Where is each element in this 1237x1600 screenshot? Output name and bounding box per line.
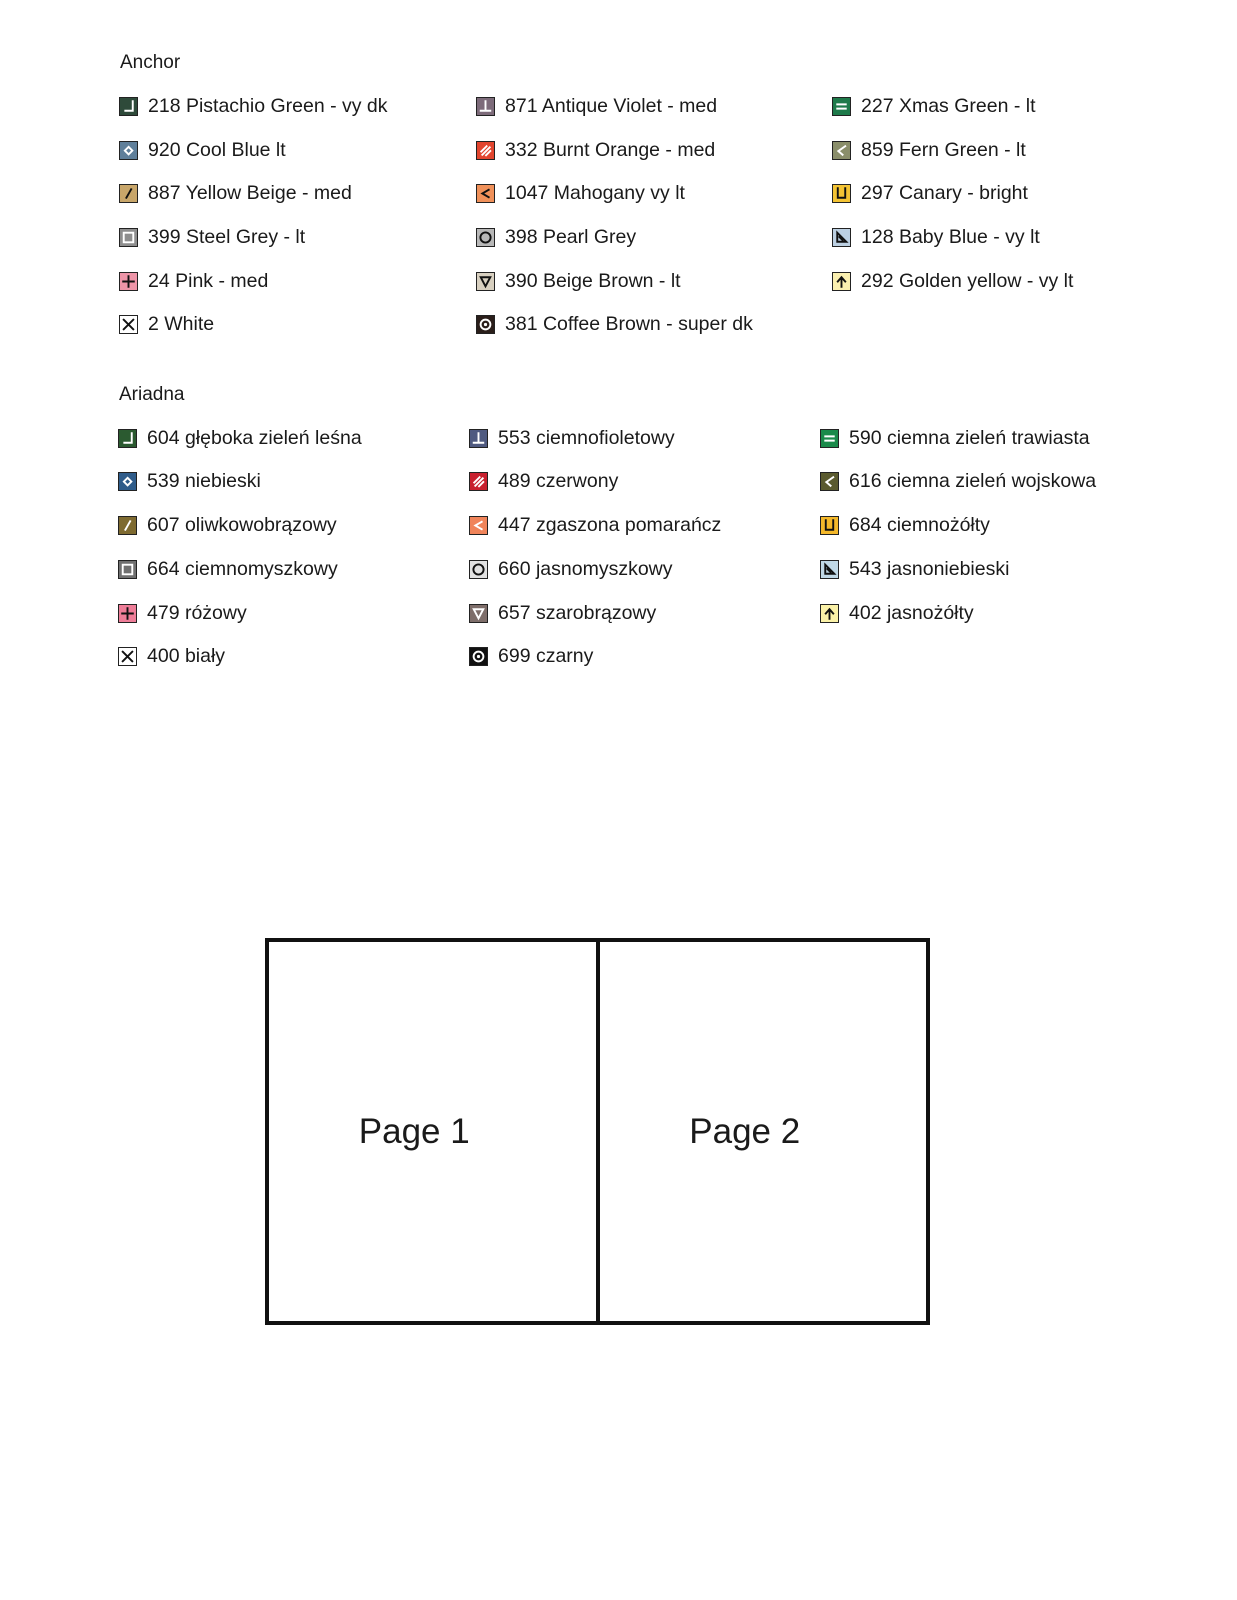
legend-item-label: 684 ciemnożółty <box>849 513 990 536</box>
diamond-icon <box>118 472 137 491</box>
legend-item-label: 227 Xmas Green - lt <box>861 94 1036 117</box>
legend-item <box>469 643 593 669</box>
legend-item <box>469 468 618 494</box>
legend-item-label: 657 szarobrązowy <box>498 601 657 624</box>
equals-icon <box>832 97 851 116</box>
equals-icon <box>820 429 839 448</box>
legend-item-label: 1047 Mahogany vy lt <box>505 181 685 204</box>
legend-item <box>820 556 1009 582</box>
legend-title-anchor: Anchor <box>120 52 181 73</box>
legend-item-label: 604 głęboka zieleń leśna <box>147 426 362 449</box>
legend-item <box>832 180 1028 206</box>
legend-item <box>832 137 1026 163</box>
legend-item <box>469 512 721 538</box>
down-triangle-icon <box>469 604 488 623</box>
legend-item-label: 607 oliwkowobrązowy <box>147 513 337 536</box>
legend-item <box>476 311 753 337</box>
square-icon <box>119 228 138 247</box>
down-triangle-icon <box>476 272 495 291</box>
legend-item-label: 400 biały <box>147 644 226 667</box>
up-arrow-icon <box>820 604 839 623</box>
slash-icon <box>118 516 137 535</box>
legend-item-label: 24 Pink - med <box>148 269 269 292</box>
page-2-cell <box>596 942 927 1321</box>
legend-item <box>469 425 675 451</box>
legend-item-label: 218 Pistachio Green - vy dk <box>148 94 388 117</box>
legend-item-label: 292 Golden yellow - vy lt <box>861 269 1074 292</box>
legend-item <box>118 468 261 494</box>
ring-dot-icon <box>476 315 495 334</box>
triple-slash-icon <box>469 472 488 491</box>
x-icon <box>118 647 137 666</box>
legend-item <box>832 224 1040 250</box>
circle-icon <box>469 560 488 579</box>
legend-item-label: 447 zgaszona pomarańcz <box>498 513 722 536</box>
bracket-corner-icon <box>119 97 138 116</box>
diamond-icon <box>119 141 138 160</box>
legend-title-ariadna: Ariadna <box>119 384 185 405</box>
legend-item-label: 553 ciemnofioletowy <box>498 426 675 449</box>
page-1-label: Page 1 <box>358 1111 470 1151</box>
legend-item-label: 920 Cool Blue lt <box>148 138 286 161</box>
legend-item-label: 887 Yellow Beige - med <box>148 181 352 204</box>
plus-icon <box>118 604 137 623</box>
legend-item <box>469 556 673 582</box>
legend-item-label: 543 jasnoniebieski <box>849 557 1010 580</box>
page-layout-diagram <box>265 938 930 1325</box>
legend-item <box>476 137 715 163</box>
less-than-icon <box>469 516 488 535</box>
legend-item <box>832 268 1073 294</box>
x-icon <box>119 315 138 334</box>
legend-item-label: 128 Baby Blue - vy lt <box>861 225 1040 248</box>
legend-item <box>476 93 717 119</box>
legend-item <box>118 512 337 538</box>
legend-item <box>118 643 225 669</box>
right-triangle-icon <box>832 228 851 247</box>
legend-item-label: 699 czarny <box>498 644 594 667</box>
legend-item <box>118 425 362 451</box>
legend-item <box>119 311 214 337</box>
legend-item <box>119 180 352 206</box>
t-bar-icon <box>469 429 488 448</box>
legend-item-label: 590 ciemna zieleń trawiasta <box>849 426 1090 449</box>
square-icon <box>118 560 137 579</box>
page-1-cell <box>269 942 596 1321</box>
legend-item <box>820 425 1090 451</box>
legend-item-label: 297 Canary - bright <box>861 181 1028 204</box>
up-arrow-icon <box>832 272 851 291</box>
legend-item <box>469 600 656 626</box>
ring-dot-icon <box>469 647 488 666</box>
legend-item <box>119 268 268 294</box>
t-bar-icon <box>476 97 495 116</box>
right-triangle-icon <box>820 560 839 579</box>
legend-item-label: 479 różowy <box>147 601 247 624</box>
u-shape-icon <box>820 516 839 535</box>
legend-item <box>820 512 990 538</box>
legend-item-label: 2 White <box>148 312 215 335</box>
legend-item-label: 381 Coffee Brown - super dk <box>505 312 753 335</box>
legend-item <box>476 180 685 206</box>
page-2-label: Page 2 <box>689 1111 801 1151</box>
legend-item <box>119 93 388 119</box>
legend-item <box>119 137 286 163</box>
check-icon <box>832 141 851 160</box>
legend-item <box>118 556 338 582</box>
circle-icon <box>476 228 495 247</box>
legend-item-label: 871 Antique Violet - med <box>505 94 718 117</box>
legend-item-label: 390 Beige Brown - lt <box>505 269 681 292</box>
legend-item-label: 859 Fern Green - lt <box>861 138 1026 161</box>
legend-item-label: 399 Steel Grey - lt <box>148 225 306 248</box>
legend-item-label: 539 niebieski <box>147 469 261 492</box>
legend-item-label: 402 jasnożółty <box>849 601 974 624</box>
legend-item <box>476 268 681 294</box>
legend-item <box>832 93 1036 119</box>
legend-item-label: 616 ciemna zieleń wojskowa <box>849 469 1097 492</box>
legend-item-label: 398 Pearl Grey <box>505 225 637 248</box>
legend-item-label: 664 ciemnomyszkowy <box>147 557 338 580</box>
check-icon <box>820 472 839 491</box>
legend-item <box>476 224 636 250</box>
triple-slash-icon <box>476 141 495 160</box>
legend-item <box>118 600 247 626</box>
u-shape-icon <box>832 184 851 203</box>
plus-icon <box>119 272 138 291</box>
legend-item-label: 660 jasnomyszkowy <box>498 557 673 580</box>
bracket-corner-icon <box>118 429 137 448</box>
legend-item <box>820 468 1096 494</box>
legend-item-label: 332 Burnt Orange - med <box>505 138 716 161</box>
legend-item <box>820 600 974 626</box>
slash-icon <box>119 184 138 203</box>
less-than-icon <box>476 184 495 203</box>
legend-item <box>119 224 305 250</box>
legend-item-label: 489 czerwony <box>498 469 619 492</box>
